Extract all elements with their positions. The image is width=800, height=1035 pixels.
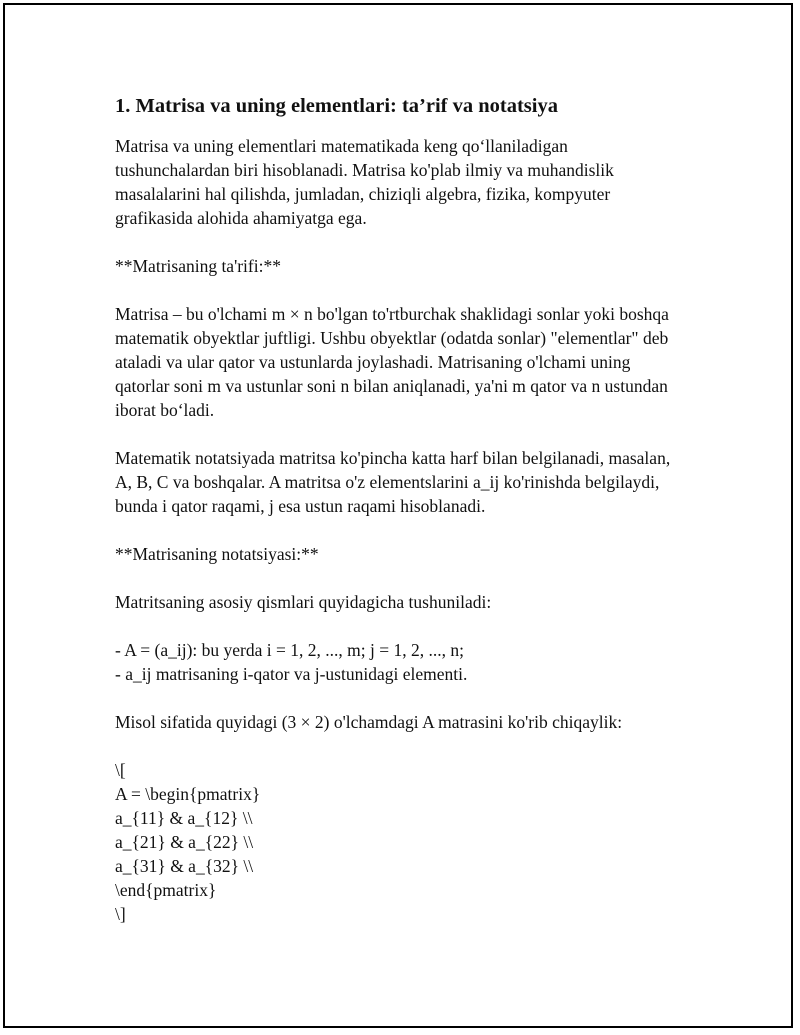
parts-intro-paragraph: Matritsaning asosiy qismlari quyidagicha tushuniladi: [115, 592, 492, 612]
definition-paragraph: Matrisa – bu o'lchami m × n bo'lgan to'rtburchak shaklidagi sonlar yoki boshqa matematik obyektlar juftligi. Ushbu obyektlar (odatda sonlar) "elementlar" deb ataladi va ular qator va ustunlarda joylashadi. Matrisaning o'lchami uning qatorlar soni m va ustunlar soni n bilan aniqlanadi, ya'ni m qator va n ustundan iborat bo‘ladi. [115, 304, 669, 420]
notation-list [115, 638, 685, 686]
definition-heading: **Matrisaning ta'rifi:** [115, 256, 281, 276]
section-heading: 1. Matrisa va uning elementlari: ta’rif va notatsiya [115, 95, 558, 117]
latex-line: a_{11} & a_{12} \\ [115, 808, 253, 828]
list-item: - a_ij matrisaning i-qator va j-ustunidagi elementi. [115, 664, 468, 684]
latex-line: a_{31} & a_{32} \\ [115, 856, 254, 876]
document-content [115, 92, 685, 926]
latex-line: A = \begin{pmatrix} [115, 784, 261, 804]
latex-line: \] [115, 904, 126, 924]
notation-heading: **Matrisaning notatsiyasi:** [115, 544, 319, 564]
example-intro-paragraph: Misol sifatida quyidagi (3 × 2) o'lchamdagi A matrasini ko'rib chiqaylik: [115, 712, 623, 732]
latex-line: \end{pmatrix} [115, 880, 217, 900]
intro-paragraph: Matrisa va uning elementlari matematikada keng qo‘llaniladigan tushunchalardan biri hisoblanadi. Matrisa ko'plab ilmiy va muhandislik masalalarini hal qilishda, jumladan, chiziqli algebra, fizika, kompyuter grafikasida alohida ahamiyatga ega. [115, 136, 614, 228]
latex-line: \[ [115, 760, 126, 780]
latex-block [115, 758, 685, 926]
notation-paragraph: Matematik notatsiyada matritsa ko'pincha katta harf bilan belgilanadi, masalan, A, B, C va boshqalar. A matritsa o'z elementslarini a_ij ko'rinishda belgilaydi, bunda i qator raqami, j esa ustun raqami hisoblanadi. [115, 448, 671, 516]
latex-line: a_{21} & a_{22} \\ [115, 832, 254, 852]
list-item: - A = (a_ij): bu yerda i = 1, 2, ..., m; j = 1, 2, ..., n; [115, 640, 464, 660]
